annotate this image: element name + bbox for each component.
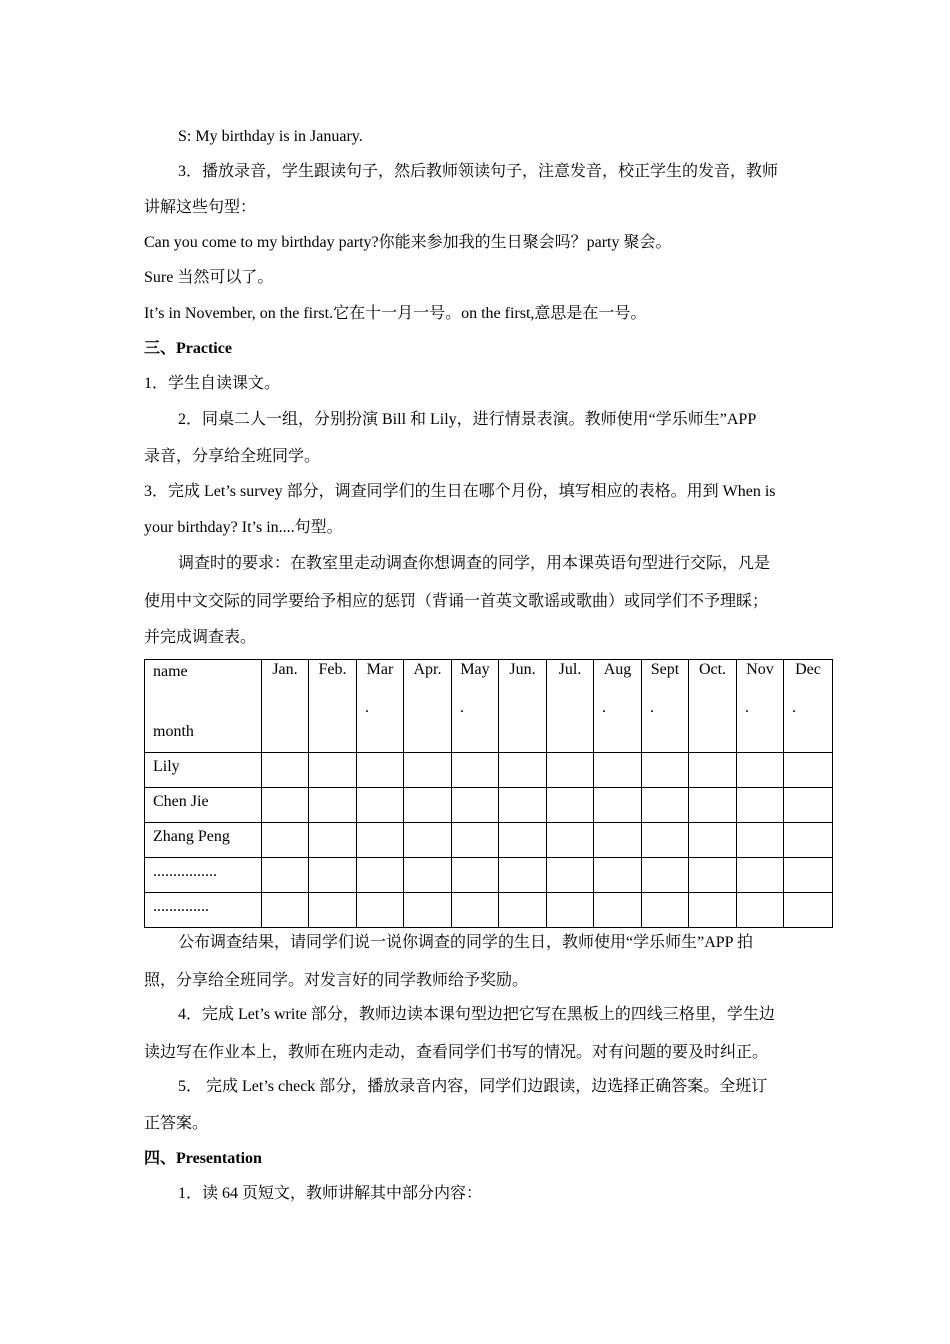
practice-step-1: 1．学生自读课文。 bbox=[144, 375, 281, 392]
month-header bbox=[594, 660, 642, 753]
month-header bbox=[547, 660, 594, 753]
empty-cell bbox=[642, 858, 689, 893]
month-label-dot: . bbox=[745, 699, 749, 716]
empty-cell bbox=[404, 788, 452, 823]
empty-cell bbox=[737, 788, 784, 823]
row-name-label: Chen Jie bbox=[153, 793, 209, 810]
empty-cell bbox=[404, 823, 452, 858]
month-header bbox=[357, 660, 404, 753]
empty-cell bbox=[642, 823, 689, 858]
month-label: Sept bbox=[650, 661, 680, 678]
sentence-party: Can you come to my birthday party?你能来参加我的生日聚会吗？party 聚会。 bbox=[144, 234, 672, 251]
empty-cell bbox=[499, 788, 547, 823]
empty-cell bbox=[262, 858, 309, 893]
section-heading-presentation: 四、Presentation bbox=[144, 1150, 262, 1167]
month-label-dot: . bbox=[460, 699, 464, 716]
practice-step-4-line-2: 读边写在作业本上，教师在班内走动，查看同学们书写的情况。对有问题的要及时纠正。 bbox=[144, 1044, 769, 1061]
empty-cell bbox=[784, 788, 833, 823]
month-header bbox=[784, 660, 833, 753]
empty-cell bbox=[357, 753, 404, 788]
month-label: Feb. bbox=[318, 661, 347, 678]
empty-cell bbox=[594, 858, 642, 893]
step-3-line-2: 讲解这些句型： bbox=[144, 199, 257, 216]
row-name-label: Lily bbox=[153, 758, 180, 775]
empty-cell bbox=[262, 753, 309, 788]
empty-cell bbox=[309, 753, 357, 788]
empty-cell bbox=[357, 788, 404, 823]
month-label: Mar bbox=[366, 661, 394, 678]
empty-cell bbox=[642, 788, 689, 823]
empty-cell bbox=[689, 788, 737, 823]
empty-cell bbox=[594, 788, 642, 823]
practice-step-5-line-2: 正答案。 bbox=[144, 1115, 209, 1132]
row-name-label: Zhang Peng bbox=[153, 828, 230, 845]
row-name-label: ................ bbox=[153, 863, 217, 880]
table-row bbox=[145, 858, 833, 893]
empty-cell bbox=[642, 893, 689, 928]
row-name-cell bbox=[145, 858, 262, 893]
empty-cell bbox=[452, 753, 499, 788]
empty-cell bbox=[404, 893, 452, 928]
practice-step-5-line-1: 5． 完成 Let’s check 部分，播放录音内容，同学们边跟读，边选择正确答案。全班订 bbox=[178, 1078, 768, 1095]
empty-cell bbox=[737, 858, 784, 893]
empty-cell bbox=[357, 823, 404, 858]
empty-cell bbox=[689, 858, 737, 893]
empty-cell bbox=[499, 823, 547, 858]
corner-label-name: name bbox=[153, 663, 188, 680]
month-label-dot: . bbox=[602, 699, 606, 716]
month-label: Jun. bbox=[509, 661, 536, 678]
empty-cell bbox=[784, 858, 833, 893]
empty-cell bbox=[262, 893, 309, 928]
month-label-dot: . bbox=[650, 699, 654, 716]
section-heading-practice: 三、Practice bbox=[144, 340, 232, 357]
empty-cell bbox=[594, 823, 642, 858]
empty-cell bbox=[642, 753, 689, 788]
table-row bbox=[145, 753, 833, 788]
empty-cell bbox=[737, 893, 784, 928]
month-header bbox=[689, 660, 737, 753]
practice-step-3-line-2: your birthday? It’s in....句型。 bbox=[144, 519, 343, 536]
month-header bbox=[452, 660, 499, 753]
empty-cell bbox=[309, 858, 357, 893]
month-header bbox=[404, 660, 452, 753]
empty-cell bbox=[309, 788, 357, 823]
table-row bbox=[145, 893, 833, 928]
presentation-step-1: 1．读 64 页短文，教师讲解其中部分内容： bbox=[178, 1185, 483, 1202]
empty-cell bbox=[594, 753, 642, 788]
practice-step-2-line-2: 录音，分享给全班同学。 bbox=[144, 448, 321, 465]
month-label: Oct. bbox=[698, 661, 727, 678]
empty-cell bbox=[309, 893, 357, 928]
practice-step-4-line-1: 4．完成 Let’s write 部分，教师边读本课句型边把它写在黑板上的四线三格里，学生边 bbox=[178, 1006, 775, 1023]
sentence-sure: Sure 当然可以了。 bbox=[144, 269, 274, 286]
survey-requirement-line-1: 调查时的要求：在教室里走动调查你想调查的同学，用本课英语句型进行交际，凡是 bbox=[178, 555, 771, 572]
corner-header-cell bbox=[145, 660, 262, 753]
empty-cell bbox=[689, 893, 737, 928]
month-header bbox=[642, 660, 689, 753]
row-name-cell bbox=[145, 893, 262, 928]
empty-cell bbox=[357, 893, 404, 928]
result-line-2: 照，分享给全班同学。对发言好的同学教师给予奖励。 bbox=[144, 972, 529, 989]
empty-cell bbox=[452, 893, 499, 928]
month-label-dot: . bbox=[365, 699, 369, 716]
row-name-cell bbox=[145, 788, 262, 823]
table-row bbox=[145, 788, 833, 823]
empty-cell bbox=[594, 893, 642, 928]
empty-cell bbox=[499, 753, 547, 788]
empty-cell bbox=[547, 858, 594, 893]
month-label-dot: . bbox=[792, 699, 796, 716]
empty-cell bbox=[547, 893, 594, 928]
practice-step-2-line-1: 2．同桌二人一组，分别扮演 Bill 和 Lily，进行情景表演。教师使用“学乐师生”APP bbox=[178, 411, 757, 428]
empty-cell bbox=[452, 788, 499, 823]
empty-cell bbox=[452, 858, 499, 893]
empty-cell bbox=[737, 823, 784, 858]
empty-cell bbox=[737, 753, 784, 788]
dialogue-line: S: My birthday is in January. bbox=[178, 128, 363, 145]
month-header bbox=[737, 660, 784, 753]
table-row bbox=[145, 823, 833, 858]
month-header bbox=[499, 660, 547, 753]
empty-cell bbox=[499, 858, 547, 893]
month-label: Apr. bbox=[413, 661, 442, 678]
row-name-cell bbox=[145, 823, 262, 858]
row-name-label: .............. bbox=[153, 898, 209, 915]
empty-cell bbox=[357, 858, 404, 893]
empty-cell bbox=[309, 823, 357, 858]
month-label: Aug bbox=[603, 661, 632, 678]
month-label: Dec bbox=[795, 661, 821, 678]
month-label: Jan. bbox=[272, 661, 298, 678]
empty-cell bbox=[404, 858, 452, 893]
empty-cell bbox=[784, 753, 833, 788]
survey-header-row bbox=[145, 660, 833, 753]
survey-table bbox=[144, 659, 833, 928]
empty-cell bbox=[689, 823, 737, 858]
empty-cell bbox=[784, 893, 833, 928]
empty-cell bbox=[262, 823, 309, 858]
row-name-cell bbox=[145, 753, 262, 788]
empty-cell bbox=[262, 788, 309, 823]
empty-cell bbox=[452, 823, 499, 858]
month-label: Jul. bbox=[558, 661, 582, 678]
empty-cell bbox=[689, 753, 737, 788]
step-3-line-1: 3．播放录音，学生跟读句子，然后教师领读句子，注意发音，校正学生的发音，教师 bbox=[178, 163, 779, 180]
month-label: Nov bbox=[746, 661, 774, 678]
empty-cell bbox=[547, 788, 594, 823]
sentence-november: It’s in November, on the first.它在十一月一号。on the first,意思是在一号。 bbox=[144, 305, 647, 322]
empty-cell bbox=[784, 823, 833, 858]
empty-cell bbox=[547, 753, 594, 788]
empty-cell bbox=[404, 753, 452, 788]
month-header bbox=[309, 660, 357, 753]
survey-requirement-line-2: 使用中文交际的同学要给予相应的惩罚（背诵一首英文歌谣或歌曲）或同学们不予理睬； bbox=[144, 593, 769, 610]
result-line-1: 公布调查结果，请同学们说一说你调查的同学的生日，教师使用“学乐师生”APP 拍 bbox=[178, 934, 753, 951]
practice-step-3-line-1: 3．完成 Let’s survey 部分，调查同学们的生日在哪个月份，填写相应的表格。用到 When is bbox=[144, 483, 776, 500]
month-label: May bbox=[460, 661, 490, 678]
empty-cell bbox=[547, 823, 594, 858]
empty-cell bbox=[499, 893, 547, 928]
month-header bbox=[262, 660, 309, 753]
survey-requirement-line-3: 并完成调查表。 bbox=[144, 629, 257, 646]
corner-label-month: month bbox=[153, 723, 194, 740]
